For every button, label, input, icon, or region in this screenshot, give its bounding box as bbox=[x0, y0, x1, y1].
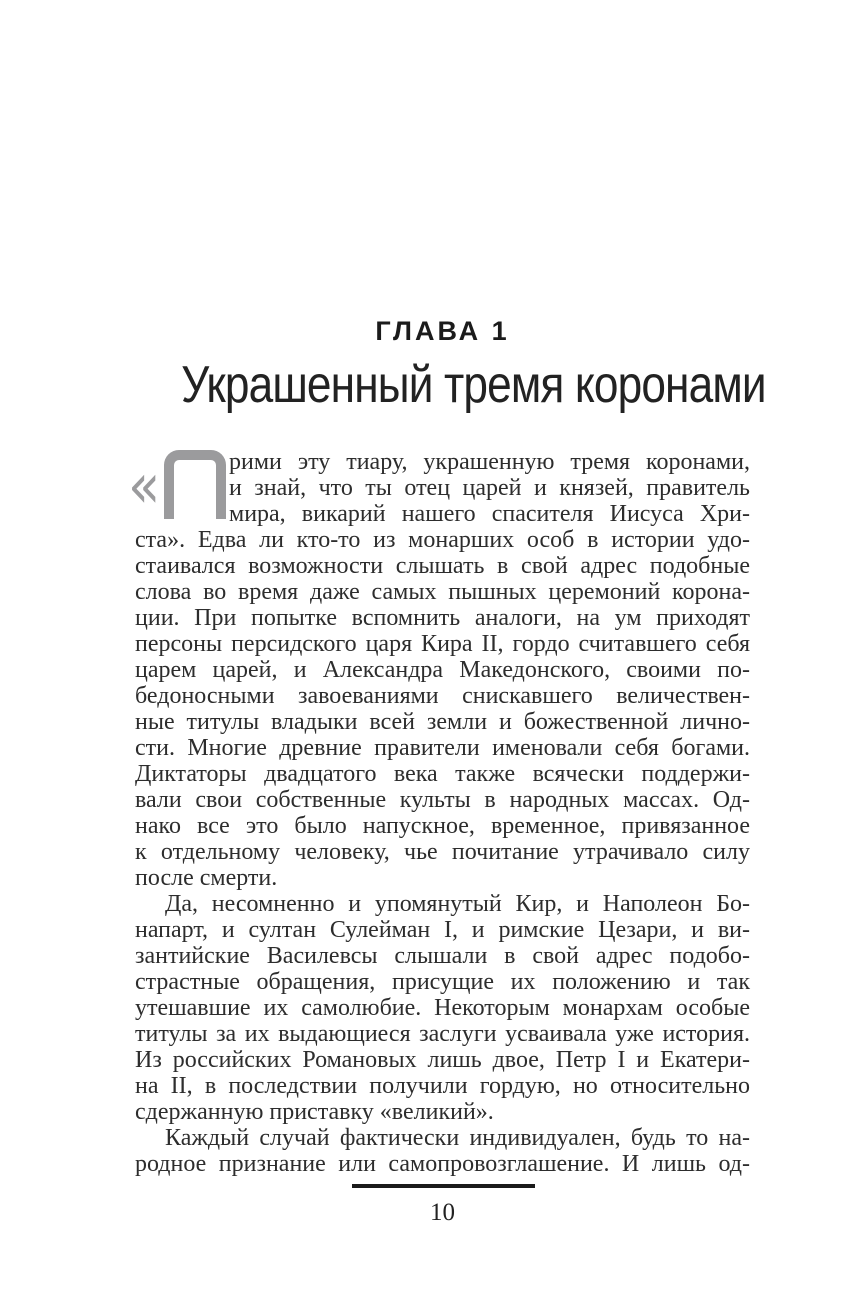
page-number: 10 bbox=[430, 1199, 455, 1226]
text-line: страстные обращения, присущие их положению и так bbox=[135, 969, 750, 995]
text-line: ста». Едва ли кто-то из монарших особ в истории удо- bbox=[135, 527, 750, 553]
paragraph bbox=[135, 1125, 750, 1177]
drop-cap bbox=[128, 449, 229, 522]
text-line: вали свои собственные культы в народных массах. Од- bbox=[135, 787, 750, 813]
text-line: зантийские Василевсы слышали в свой адрес подобо- bbox=[135, 943, 750, 969]
text-line: царем царей, и Александра Македонского, своими по- bbox=[135, 657, 750, 683]
text-line: ные титулы владыки всей земли и божественной лично- bbox=[135, 709, 750, 735]
text-line: родное признание или самопровозглашение. И лишь од- bbox=[135, 1151, 750, 1177]
text-line: сдержанную приставку «великий». bbox=[135, 1099, 494, 1125]
text-line: после смерти. bbox=[135, 865, 278, 891]
text-line: бедоносными завоеваниями снискавшего величествен- bbox=[135, 683, 750, 709]
footer-divider bbox=[352, 1184, 535, 1188]
text-line: на II, в последствии получили гордую, но относительно bbox=[135, 1073, 750, 1099]
text-line: и знай, что ты отец царей и князей, правитель bbox=[229, 475, 750, 501]
text-line: нако все это было напускное, временное, привязанное bbox=[135, 813, 750, 839]
text-line: Каждый случай фактически индивидуален, будь то на- bbox=[165, 1125, 750, 1151]
text-line: Из российских Романовых лишь двое, Петр I и Екатери- bbox=[135, 1047, 750, 1073]
text-line: стаивался возможности слышать в свой адрес подобные bbox=[135, 553, 750, 579]
chapter-label: ГЛАВА 1 bbox=[375, 316, 510, 346]
chapter-title: Украшенный тремя коронами bbox=[181, 356, 766, 414]
text-line: мира, викарий нашего спасителя Иисуса Хри- bbox=[229, 501, 750, 527]
text-line: Да, несомненно и упомянутый Кир, и Наполеон Бо- bbox=[165, 891, 750, 917]
text-line: утешавшие их самолюбие. Некоторым монархам особые bbox=[135, 995, 750, 1021]
text-line: титулы за их выдающиеся заслуги усваивала уже история. bbox=[135, 1021, 750, 1047]
text-line: персоны персидского царя Кира II, гордо считавшего себя bbox=[135, 631, 750, 657]
body-text bbox=[128, 449, 750, 1177]
text-line: ции. При попытке вспомнить аналоги, на ум приходят bbox=[135, 605, 750, 631]
paragraph bbox=[135, 891, 750, 1125]
text-line: Диктаторы двадцатого века также всячески поддержи- bbox=[135, 761, 750, 787]
text-line: рими эту тиару, украшенную тремя коронами, bbox=[229, 449, 750, 475]
text-line: к отдельному человеку, чье почитание утрачивало силу bbox=[135, 839, 750, 865]
text-line: напарт, и султан Сулейман I, и римские Цезари, и ви- bbox=[135, 917, 750, 943]
text-line: слова во время даже самых пышных церемоний корона- bbox=[135, 579, 750, 605]
text-line: сти. Многие древние правители именовали себя богами. bbox=[135, 735, 750, 761]
open-quote-mark: « bbox=[128, 449, 161, 522]
drop-cap-letter bbox=[164, 450, 226, 519]
